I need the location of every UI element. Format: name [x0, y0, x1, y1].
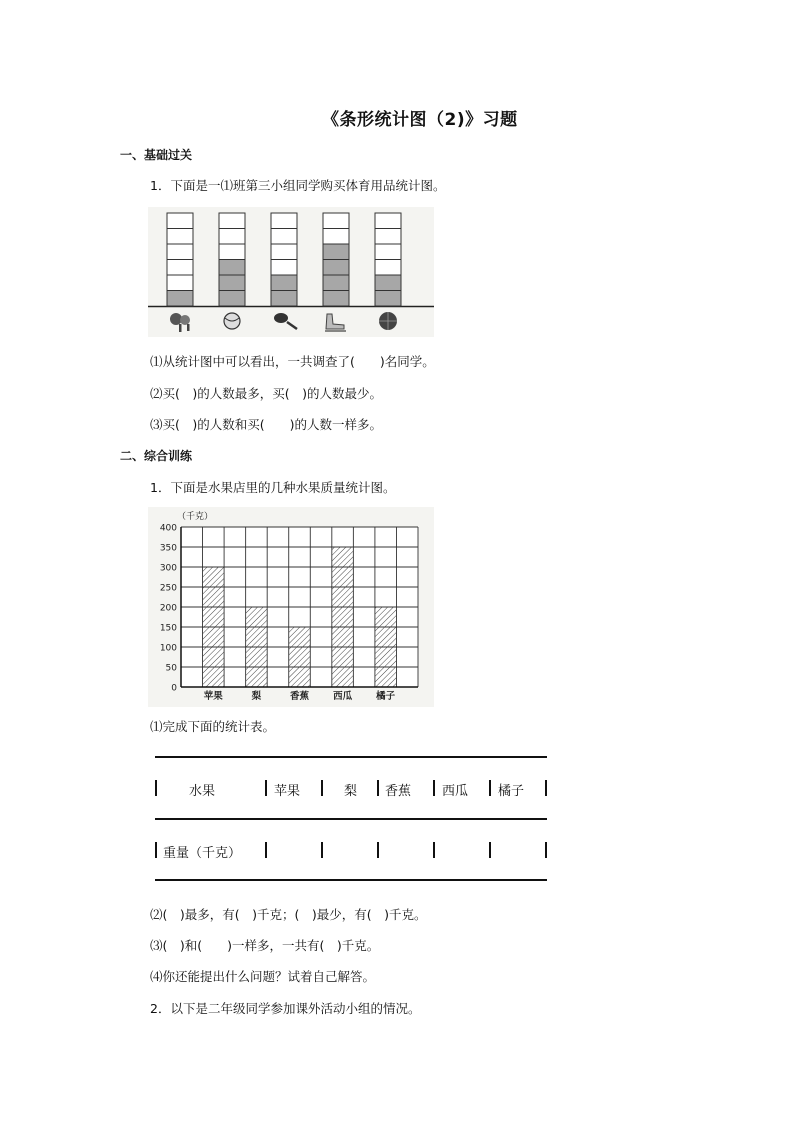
fruit-question-intro: 1．下面是水果店里的几种水果质量统计图。: [150, 480, 396, 495]
y-tick-label: 50: [165, 663, 177, 674]
question-2-intro: 2．以下是二年级同学参加课外活动小组的情况。: [150, 1001, 421, 1016]
fruit-question-sub-2: ⑵( )最多，有( )千克；( )最少，有( )千克。: [150, 907, 427, 922]
x-category-label: 香蕉: [289, 691, 310, 702]
filled-cell: [271, 291, 297, 307]
y-tick-label: 200: [159, 603, 177, 614]
empty-cell: [167, 229, 193, 245]
table-header-apple: 苹果: [274, 784, 301, 799]
empty-cell: [323, 213, 349, 229]
question-1-sub-1: ⑴从统计图中可以看出，一共调查了( )名同学。: [150, 354, 435, 369]
empty-cell: [167, 275, 193, 291]
fruit-question-sub-1: ⑴完成下面的统计表。: [150, 719, 276, 734]
sports-equipment-chart: [148, 207, 434, 337]
section-heading-basic: 一、基础过关: [120, 148, 193, 162]
y-tick-label: 300: [159, 563, 177, 574]
table-header-watermelon: 西瓜: [442, 784, 469, 799]
empty-cell: [271, 213, 297, 229]
x-category-label: 橘子: [376, 691, 396, 702]
filled-cell: [219, 260, 245, 276]
empty-cell: [167, 213, 193, 229]
fruit-question-sub-4: ⑷你还能提出什么问题？试着自己解答。: [150, 969, 376, 984]
sports-equipment-chart-svg: [148, 207, 434, 337]
fruit-weight-chart-svg: [148, 507, 434, 707]
empty-cell: [375, 229, 401, 245]
table-row-weight-label: 重量（千克）: [163, 846, 242, 861]
badminton-racket-icon: [274, 313, 297, 329]
y-tick-label: 250: [159, 583, 177, 594]
filled-cell: [323, 291, 349, 307]
filled-cell: [375, 275, 401, 291]
table-header-fruit: 水果: [189, 784, 216, 799]
filled-cell: [219, 291, 245, 307]
empty-cell: [375, 213, 401, 229]
fruit-weight-chart: [148, 507, 434, 707]
table-lines: [155, 756, 548, 882]
x-category-label: 苹果: [203, 691, 223, 702]
empty-cell: [219, 244, 245, 260]
table-header-tangerine: 橘子: [498, 784, 525, 799]
fruit-statistics-table: [155, 756, 548, 882]
y-axis-unit-label: （千克）: [177, 512, 214, 522]
y-tick-label: 350: [159, 543, 177, 554]
filled-cell: [167, 291, 193, 307]
y-tick-label: 100: [159, 643, 177, 654]
question-1-sub-3: ⑶买( )的人数和买( )的人数一样多。: [150, 417, 383, 432]
empty-cell: [167, 244, 193, 260]
fruit-question-sub-3: ⑶( )和( )一样多，一共有( )千克。: [150, 938, 380, 953]
section-heading-training: 二、综合训练: [120, 449, 193, 463]
ball-icon: [224, 313, 240, 329]
bar-2: [289, 627, 311, 687]
filled-cell: [323, 275, 349, 291]
basketball-icon: [379, 312, 397, 330]
filled-cell: [219, 275, 245, 291]
empty-cell: [271, 244, 297, 260]
x-category-label: 西瓜: [333, 691, 353, 702]
question-1-intro: 1．下面是一⑴班第三小组同学购买体育用品统计图。: [150, 178, 446, 193]
empty-cell: [219, 229, 245, 245]
x-category-label: 梨: [251, 691, 262, 702]
y-tick-label: 150: [159, 623, 177, 634]
empty-cell: [219, 213, 245, 229]
empty-cell: [375, 244, 401, 260]
page-title: 《条形统计图（2)》习题: [322, 110, 518, 130]
y-tick-label: 400: [159, 523, 177, 534]
empty-cell: [271, 260, 297, 276]
table-header-banana: 香蕉: [385, 784, 412, 799]
question-1-sub-2: ⑵买( )的人数最多，买( )的人数最少。: [150, 386, 383, 401]
empty-cell: [271, 229, 297, 245]
empty-cell: [375, 260, 401, 276]
filled-cell: [271, 275, 297, 291]
filled-cell: [323, 260, 349, 276]
ping-pong-icon: [170, 313, 190, 332]
filled-cell: [323, 244, 349, 260]
y-tick-label: 0: [171, 683, 177, 694]
empty-cell: [323, 229, 349, 245]
table-header-pear: 梨: [344, 784, 358, 799]
bar-3: [332, 547, 354, 687]
skates-icon: [325, 314, 346, 331]
empty-cell: [167, 260, 193, 276]
filled-cell: [375, 291, 401, 307]
